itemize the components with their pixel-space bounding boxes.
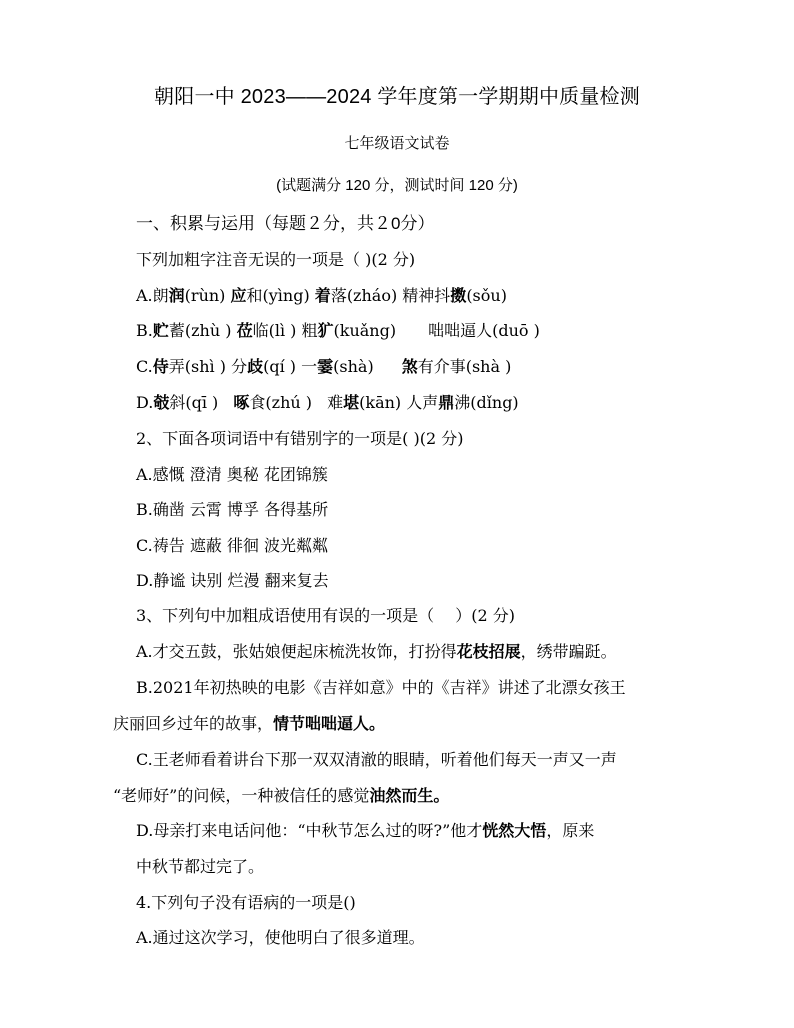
question-3-option-c-line2 bbox=[113, 786, 449, 806]
bold-char: 擞 bbox=[450, 286, 467, 305]
bold-char: 堪 bbox=[343, 393, 360, 412]
option-text: 咄咄逼人(duō ) bbox=[428, 321, 540, 340]
question-3-option-a bbox=[136, 642, 617, 662]
question-1-option-c bbox=[136, 357, 511, 377]
question-1-option-d bbox=[136, 393, 519, 413]
option-text: 难 bbox=[327, 393, 344, 412]
option-text: 弄(shì ) 分 bbox=[168, 357, 248, 376]
option-text: (kān) 人声 bbox=[359, 393, 439, 412]
bold-char: 攲 bbox=[153, 393, 170, 412]
bold-char: 犷 bbox=[317, 321, 334, 340]
option-text: 蓄(zhù ) bbox=[168, 321, 237, 340]
option-text: A.才交五鼓，张姑娘便起床梳洗妆饰，打扮得 bbox=[136, 642, 457, 661]
exam-subtitle: 七年级语文试卷 bbox=[344, 135, 450, 152]
option-text: 沸(dǐng) bbox=[454, 393, 519, 412]
option-text: D.母亲打来电话问他：“中秋节怎么过的呀?”他才 bbox=[136, 821, 483, 840]
question-2-option-d: D.静谧 诀别 烂漫 翻来复去 bbox=[136, 571, 329, 590]
option-text: A.朗 bbox=[136, 286, 169, 305]
bold-char: 应 bbox=[230, 286, 247, 305]
question-1-option-a bbox=[136, 286, 507, 306]
bold-char: 霎 bbox=[317, 357, 334, 376]
question-3-option-d-line2: 中秋节都过完了。 bbox=[136, 857, 265, 876]
option-text: 落(zháo) 精神抖 bbox=[330, 286, 451, 305]
bold-char: 贮 bbox=[152, 321, 169, 340]
exam-title: 朝阳一中 2023——2024 学年度第一学期期中质量检测 bbox=[154, 86, 640, 108]
question-4-stem: 4.下列句子没有语病的一项是() bbox=[136, 893, 356, 912]
option-text: (qí ) 一 bbox=[263, 357, 318, 376]
bold-char: 润 bbox=[168, 286, 185, 305]
option-text: (shà) bbox=[333, 357, 374, 376]
bold-char: 着 bbox=[314, 286, 331, 305]
bold-idiom: 花枝招展 bbox=[456, 642, 521, 661]
option-text: 有介事(shà ) bbox=[417, 357, 512, 376]
option-text: D. bbox=[136, 393, 154, 412]
exam-scoring-note: (试题满分 120 分，测试时间 120 分) bbox=[276, 177, 518, 194]
question-3-option-b-line1: B.2021年初热映的电影《吉祥如意》中的《吉祥》讲述了北漂女孩王 bbox=[136, 678, 626, 697]
question-2-option-b: B.确凿 云霄 博孚 各得基所 bbox=[136, 500, 329, 519]
option-text: 和(yìng) bbox=[246, 286, 315, 305]
bold-idiom: 情节咄咄逼人。 bbox=[273, 714, 386, 733]
question-2-option-c: C.祷告 遮蔽 徘徊 波光粼粼 bbox=[136, 536, 329, 555]
bold-char: 鼎 bbox=[438, 393, 455, 412]
option-text: B. bbox=[136, 321, 153, 340]
bold-char: 啄 bbox=[233, 393, 250, 412]
question-3-stem: 3、下列句中加粗成语使用有误的一项是（ ）(2 分) bbox=[136, 606, 516, 625]
option-text: C. bbox=[136, 357, 153, 376]
question-3-option-d-line1 bbox=[136, 821, 594, 841]
bold-char: 歧 bbox=[247, 357, 264, 376]
bold-char: 侍 bbox=[152, 357, 169, 376]
option-text: 斜(qī ) bbox=[169, 393, 224, 412]
question-3-option-c-line1: C.王老师看着讲台下那一双双清澈的眼睛，听着他们每天一声又一声 bbox=[136, 750, 617, 769]
question-4-option-a: A.通过这次学习，使他明白了很多道理。 bbox=[136, 928, 425, 947]
option-text: 临(lì ) 粗 bbox=[252, 321, 318, 340]
question-2-stem: 2、下面各项词语中有错别字的一项是( )(2 分) bbox=[136, 429, 464, 448]
bold-idiom: 油然而生。 bbox=[369, 786, 450, 805]
option-text: (rùn) bbox=[184, 286, 231, 305]
option-text: 食(zhú ) bbox=[249, 393, 318, 412]
option-text: 庆丽回乡过年的故事， bbox=[113, 714, 274, 733]
option-text: (sǒu) bbox=[466, 286, 507, 305]
question-3-option-b-line2 bbox=[113, 714, 385, 734]
bold-idiom: 恍然大悟 bbox=[482, 821, 547, 840]
section-heading: 一、积累与运用（每题２分，共２0分） bbox=[136, 214, 435, 233]
question-2-option-a: A.感慨 澄清 奥秘 花团锦簇 bbox=[136, 465, 328, 484]
bold-char: 煞 bbox=[401, 357, 418, 376]
bold-char: 莅 bbox=[236, 321, 253, 340]
option-text: ，原来 bbox=[546, 821, 595, 840]
question-1-stem: 下列加粗字注音无误的一项是（ )(2 分) bbox=[136, 250, 416, 269]
option-text: ，绣带蹁跹。 bbox=[520, 642, 617, 661]
question-1-option-b bbox=[136, 321, 540, 341]
option-text: (kuǎng) bbox=[333, 321, 397, 340]
option-text: “老师好”的问候，一种被信任的感觉 bbox=[113, 786, 370, 805]
